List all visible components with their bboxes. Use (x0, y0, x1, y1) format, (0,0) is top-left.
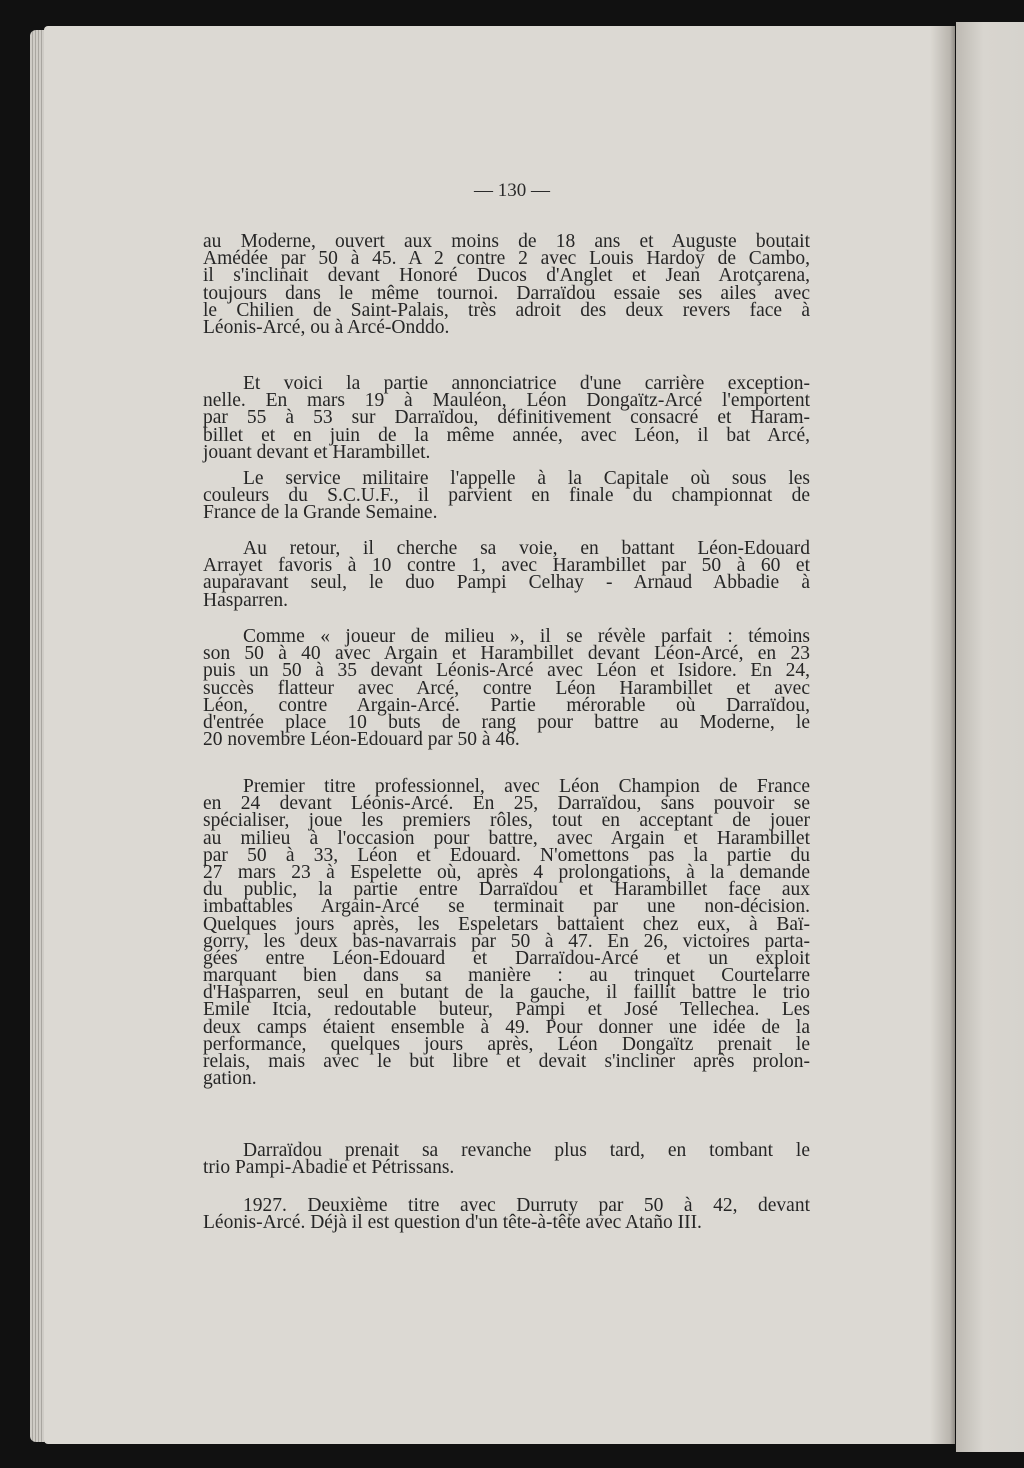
text-line: toujours dans le même tournoi. Darraïdou essaie ses ailes avec (203, 282, 810, 304)
text-line: jouant devant et Harambillet. (203, 441, 431, 463)
text-line: Darraïdou prenait sa revanche plus tard, en tombant le (243, 1140, 810, 1161)
text-line: Premier titre professionnel, avec Léon Champion de France (243, 776, 810, 797)
text-line: spécialiser, joue les premiers rôles, tout en acceptant de jouer (203, 810, 810, 832)
text-line: Et voici la partie annonciatrice d'une carrière exception- (243, 373, 810, 394)
text-line: Amédée par 50 à 45. A 2 contre 2 avec Louis Hardoy de Cambo, (203, 248, 810, 270)
text-line: au Moderne, ouvert aux moins de 18 ans et Auguste boutait (203, 231, 810, 252)
text-line: couleurs du S.C.U.F., il parvient en finale du championnat de (203, 485, 810, 507)
text-line: Au retour, il cherche sa voie, en battant Léon-Edouard (243, 538, 810, 559)
text-line: il s'inclinait devant Honoré Ducos d'Anglet et Jean Arotçarena, (203, 265, 810, 287)
text-line: Quelques jours après, les Espeletars battaient chez eux, à Baï- (203, 913, 810, 935)
text-line: imbattables Argain-Arcé se terminait par une non-décision. (203, 896, 810, 918)
text-line: 27 mars 23 à Espelette où, après 4 prolongations, à la demande (203, 861, 810, 883)
text-line: Hasparren. (203, 589, 288, 611)
text-line: relais, mais avec le but libre et devait s'incliner après prolon- (203, 1051, 810, 1072)
paragraph (203, 375, 810, 461)
text-line: nelle. En mars 19 à Mauléon, Léon Dongaïtz-Arcé l'emportent (203, 390, 810, 412)
text-line: auparavant seul, le duo Pampi Celhay - Arnaud Abbadie à (203, 572, 810, 594)
text-line: performance, quelques jours après, Léon Dongaïtz prenait le (203, 1033, 810, 1055)
text-line: par 50 à 33, Léon et Edouard. N'omettons pas la partie du (203, 844, 810, 866)
paragraph (203, 1195, 810, 1234)
text-line: Léonis-Arcé, ou à Arcé-Onddo. (203, 316, 450, 338)
text-line: d'Hasparren, seul en butant de la gauche, il faillit battre le trio (203, 982, 810, 1004)
text-line: Comme « joueur de milieu », il se révèle parfait : témoins (243, 626, 810, 647)
paragraph (203, 626, 810, 751)
text-line: Léon, contre Argain-Arcé. Partie mérorable où Darraïdou, (203, 694, 810, 716)
text-line: Léonis-Arcé. Déjà il est question d'un tête-à-tête avec Ataño III. (203, 1212, 702, 1234)
text-line: succès flatteur avec Arcé, contre Léon Harambillet et avec (203, 677, 810, 699)
text-line: gorry, les deux bas-navarrais par 50 à 47. En 26, victoires parta- (203, 930, 810, 952)
facing-page-edge (956, 22, 1024, 1452)
text-line: d'entrée place 10 buts de rang pour battre au Moderne, le (203, 711, 810, 733)
paragraph (203, 233, 810, 336)
page-number: — 130 — (474, 180, 550, 201)
text-line: gation. (203, 1068, 257, 1090)
text-line: France de la Grande Semaine. (203, 502, 438, 524)
text-line: trio Pampi-Abadie et Pétrissans. (203, 1157, 455, 1179)
text-line: deux camps étaient ensemble à 49. Pour donner une idée de la (203, 1016, 810, 1038)
text-line: billet et en juin de la même année, avec Léon, il bat Arcé, (203, 424, 810, 446)
text-line: 1927. Deuxième titre avec Durruty par 50 à 42, devant (243, 1195, 810, 1216)
text-line: Le service militaire l'appelle à la Capitale où sous les (243, 468, 810, 489)
text-line: gées entre Léon-Edouard et Darraïdou-Arcé et un exploit (203, 947, 810, 969)
text-line: au milieu à l'occasion pour battre, avec Argain et Harambillet (203, 827, 810, 849)
paragraph (203, 540, 810, 609)
text-line: par 55 à 53 sur Darraïdou, définitivement consacré et Haram- (203, 407, 810, 429)
text-line: Arrayet favoris à 10 contre 1, avec Harambillet par 50 à 60 et (203, 555, 810, 577)
text-line: Emile Itcia, redoutable buteur, Pampi et José Tellechea. Les (203, 999, 810, 1021)
text-line: marquant bien dans sa manière : au trinquet Courtelarre (203, 965, 810, 987)
text-line: son 50 à 40 avec Argain et Harambillet devant Léon-Arcé, en 23 (203, 643, 810, 665)
paragraph (203, 776, 810, 1090)
paragraph (203, 470, 810, 522)
paragraph (203, 1140, 810, 1179)
text-line: 20 novembre Léon-Edouard par 50 à 46. (203, 729, 520, 751)
text-line: du public, la partie entre Darraïdou et Harambillet face aux (203, 879, 810, 901)
book-gutter (930, 26, 955, 1444)
text-line: le Chilien de Saint-Palais, très adroit des deux revers face à (203, 299, 810, 321)
text-line: puis un 50 à 35 devant Léonis-Arcé avec Léon et Isidore. En 24, (203, 660, 810, 682)
text-line: en 24 devant Léonis-Arcé. En 25, Darraïdou, sans pouvoir se (203, 793, 810, 815)
